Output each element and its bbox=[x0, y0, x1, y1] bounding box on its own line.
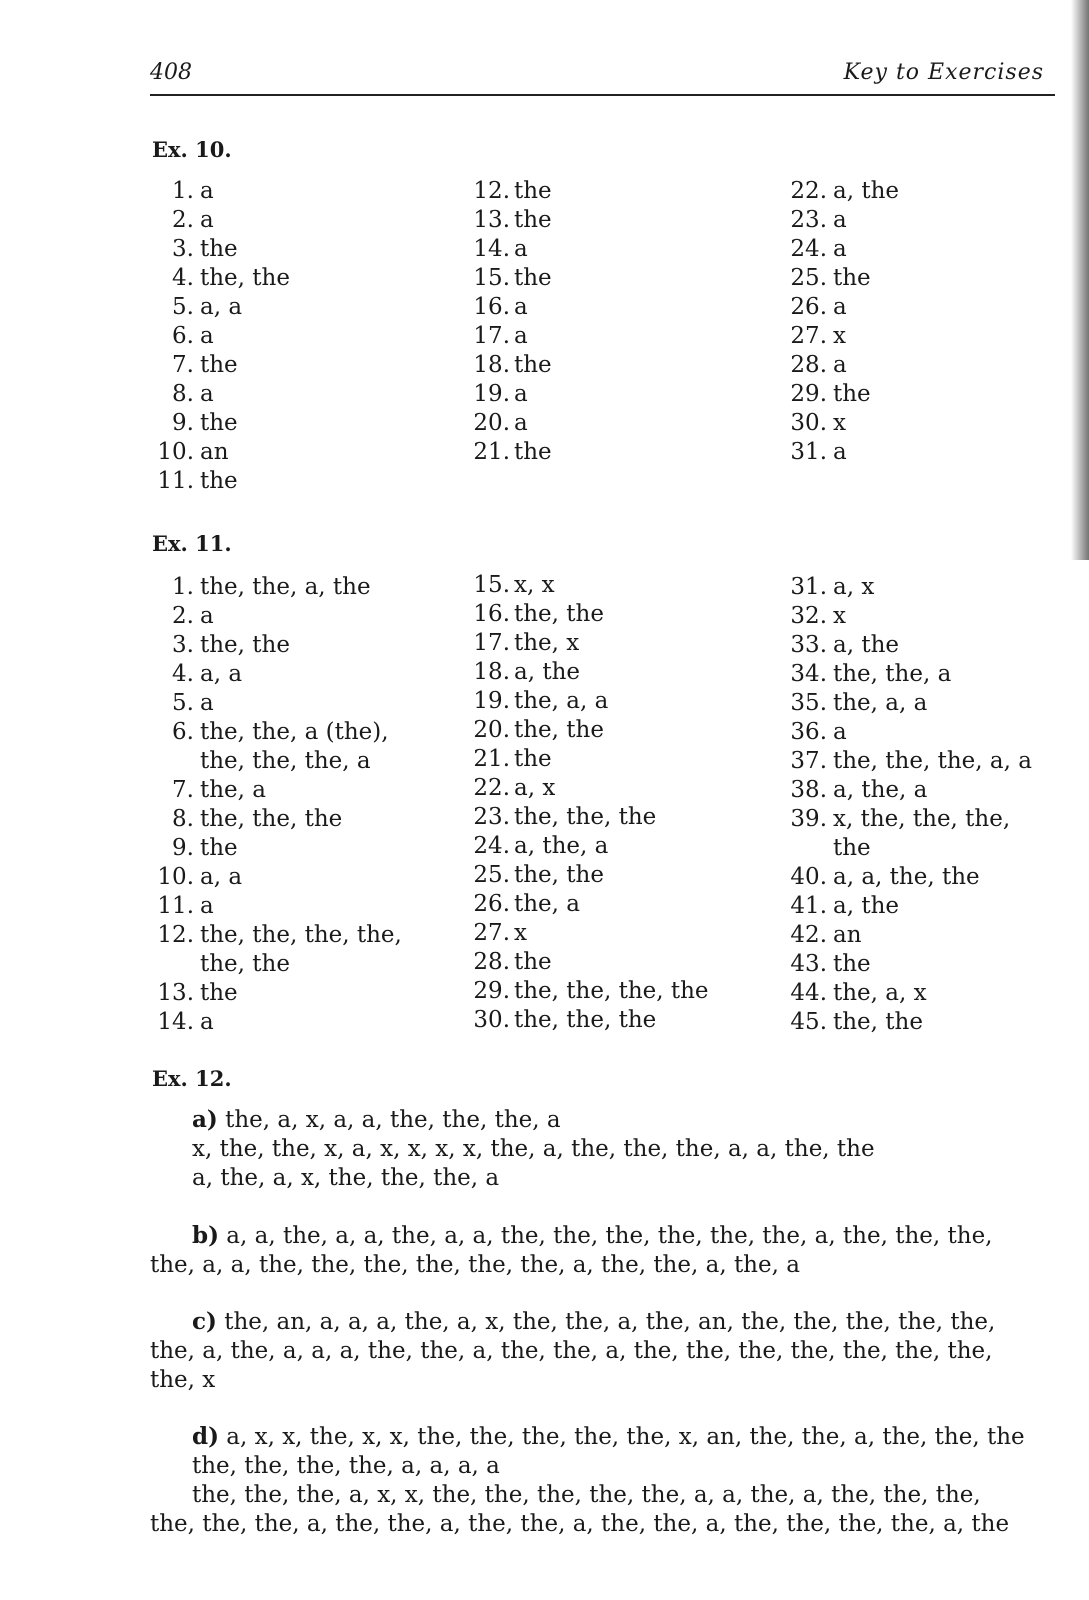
answer-number: 8. bbox=[172, 381, 194, 407]
answer-text: a bbox=[833, 236, 847, 262]
answer-text: a bbox=[514, 410, 528, 436]
answer-number: 31. bbox=[790, 439, 827, 465]
answer-text: a bbox=[514, 294, 528, 320]
answer-number: 9. bbox=[172, 410, 194, 436]
answer-text: a bbox=[833, 207, 847, 233]
answer-text: a bbox=[833, 294, 847, 320]
answer-number: 25. bbox=[473, 862, 510, 888]
answer-text: the, the, the, the, bbox=[200, 922, 402, 948]
answer-number: 21. bbox=[473, 746, 510, 772]
header-rule bbox=[150, 94, 1055, 96]
ex12-c-line-3: the, x bbox=[150, 1367, 216, 1393]
answer-text: the bbox=[200, 835, 238, 861]
answer-number: 43. bbox=[790, 951, 827, 977]
answer-number: 26. bbox=[473, 891, 510, 917]
ex12-d-line-3: the, the, the, a, x, x, the, the, the, the, the, a, a, the, a, the, the, the, bbox=[192, 1482, 981, 1508]
answer-text: the bbox=[200, 236, 238, 262]
ex12-c-line-2: the, a, the, a, a, a, the, the, a, the, the, a, the, the, the, the, the, the, the, bbox=[150, 1338, 993, 1364]
answer-number: 29. bbox=[473, 978, 510, 1004]
answer-number: 38. bbox=[790, 777, 827, 803]
answer-number: 2. bbox=[172, 207, 194, 233]
ex12-part-b bbox=[150, 1221, 993, 1280]
answer-number: 24. bbox=[473, 833, 510, 859]
answer-number: 37. bbox=[790, 748, 827, 774]
answer-text: a, a bbox=[200, 294, 243, 320]
answer-number: 3. bbox=[172, 236, 194, 262]
answer-text: a, a bbox=[200, 864, 243, 890]
ex12-a-line-2: x, the, the, x, a, x, x, x, x, the, a, the, the, the, a, a, the, the bbox=[192, 1136, 875, 1162]
answer-text: a bbox=[200, 207, 214, 233]
answer-number: 14. bbox=[157, 1009, 194, 1035]
answer-number: 22. bbox=[473, 775, 510, 801]
answer-text: x bbox=[833, 410, 846, 436]
answer-text: a, x bbox=[514, 775, 556, 801]
answer-text: the, the, the, the bbox=[514, 978, 709, 1004]
answer-number: 12. bbox=[473, 178, 510, 204]
answer-text: x bbox=[833, 323, 846, 349]
answer-number: 28. bbox=[473, 949, 510, 975]
answer-text: the, a, x bbox=[833, 980, 927, 1006]
answer-number: 10. bbox=[157, 439, 194, 465]
answer-text: a, a bbox=[200, 661, 243, 687]
answer-text: x, x bbox=[514, 572, 555, 598]
running-title: Key to Exercises bbox=[843, 60, 1044, 85]
answer-text: the, the bbox=[514, 717, 604, 743]
answer-number: 18. bbox=[473, 352, 510, 378]
answer-number: 27. bbox=[790, 323, 827, 349]
answer-number: 19. bbox=[473, 688, 510, 714]
answer-text: x, the, the, the, bbox=[833, 806, 1011, 832]
exercise-12-title: Ex. 12. bbox=[152, 1066, 232, 1091]
answer-text: the, the, the bbox=[514, 804, 657, 830]
answer-text: the bbox=[833, 835, 871, 861]
answer-text: the, a, a bbox=[514, 688, 609, 714]
answer-text: a, the bbox=[833, 893, 900, 919]
answer-number: 42. bbox=[790, 922, 827, 948]
answer-number: 8. bbox=[172, 806, 194, 832]
answer-text: the, the, the, a, a bbox=[833, 748, 1032, 774]
answer-text: the bbox=[833, 951, 871, 977]
answer-text: the, x bbox=[514, 630, 580, 656]
answer-number: 22. bbox=[790, 178, 827, 204]
answer-text: the, the, the bbox=[514, 1007, 657, 1033]
answer-text: a, the, a bbox=[514, 833, 609, 859]
page-number: 408 bbox=[150, 60, 192, 85]
answer-text: a, the bbox=[833, 632, 900, 658]
answer-text: the, the bbox=[200, 632, 290, 658]
answer-text: a, the bbox=[514, 659, 581, 685]
answer-text: a, the, a bbox=[833, 777, 928, 803]
answer-number: 13. bbox=[157, 980, 194, 1006]
answer-number: 25. bbox=[790, 265, 827, 291]
answer-number: 7. bbox=[172, 777, 194, 803]
page-spine-shadow bbox=[1071, 0, 1089, 560]
answer-text: the, a bbox=[514, 891, 581, 917]
answer-number: 12. bbox=[157, 922, 194, 948]
answer-number: 23. bbox=[790, 207, 827, 233]
ex12-b-line-2: the, a, a, the, the, the, the, the, the, a, the, the, a, the, a bbox=[150, 1252, 800, 1278]
answer-text: the bbox=[200, 410, 238, 436]
answer-text: the bbox=[833, 265, 871, 291]
answer-text: the, a, a bbox=[833, 690, 928, 716]
answer-number: 2. bbox=[172, 603, 194, 629]
ex12-b-line-1: a, a, the, a, a, the, a, a, the, the, the, the, the, the, a, the, the, the, bbox=[226, 1223, 993, 1249]
answer-number: 16. bbox=[473, 294, 510, 320]
answer-text: the bbox=[514, 352, 552, 378]
answer-number: 1. bbox=[172, 178, 194, 204]
ex12-part-a-label: a) bbox=[192, 1106, 218, 1133]
ex12-a-line-3: a, the, a, x, the, the, the, a bbox=[192, 1165, 500, 1191]
answer-text: an bbox=[833, 922, 862, 948]
answer-text: a bbox=[833, 719, 847, 745]
answer-number: 23. bbox=[473, 804, 510, 830]
ex12-a-line-1: the, a, x, a, a, the, the, the, a bbox=[225, 1107, 561, 1133]
answer-number: 9. bbox=[172, 835, 194, 861]
answer-text: the bbox=[200, 980, 238, 1006]
answer-number: 20. bbox=[473, 410, 510, 436]
answer-text: a bbox=[200, 381, 214, 407]
answer-number: 30. bbox=[473, 1007, 510, 1033]
answer-text: the, the, the bbox=[200, 806, 343, 832]
answer-text: a bbox=[514, 381, 528, 407]
ex12-part-c-label: c) bbox=[192, 1308, 217, 1335]
answer-text: an bbox=[200, 439, 229, 465]
answer-number: 3. bbox=[172, 632, 194, 658]
answer-text: a bbox=[833, 439, 847, 465]
answer-text: a, a, the, the bbox=[833, 864, 980, 890]
answer-number: 20. bbox=[473, 717, 510, 743]
ex12-d-line-2: the, the, the, the, a, a, a, a bbox=[192, 1453, 500, 1479]
answer-text: the, the bbox=[200, 265, 290, 291]
answer-text: a bbox=[514, 323, 528, 349]
answer-number: 32. bbox=[790, 603, 827, 629]
ex12-part-d-label: d) bbox=[192, 1423, 219, 1450]
answer-number: 40. bbox=[790, 864, 827, 890]
answer-text: the, the, a, the bbox=[200, 574, 371, 600]
answer-number: 17. bbox=[473, 323, 510, 349]
answer-text: a bbox=[833, 352, 847, 378]
answer-number: 29. bbox=[790, 381, 827, 407]
exercise-11-title: Ex. 11. bbox=[152, 531, 232, 556]
answer-number: 34. bbox=[790, 661, 827, 687]
ex12-c-line-1: the, an, a, a, a, the, a, x, the, the, a, the, an, the, the, the, the, the, bbox=[224, 1309, 996, 1335]
answer-number: 11. bbox=[157, 893, 194, 919]
answer-number: 6. bbox=[172, 719, 194, 745]
answer-text: the, the bbox=[514, 862, 604, 888]
answer-number: 35. bbox=[790, 690, 827, 716]
answer-text: the, the bbox=[514, 601, 604, 627]
answer-number: 31. bbox=[790, 574, 827, 600]
ex12-part-a bbox=[192, 1105, 875, 1193]
answer-number: 4. bbox=[172, 265, 194, 291]
answer-text: the bbox=[200, 352, 238, 378]
answer-number: 24. bbox=[790, 236, 827, 262]
answer-number: 16. bbox=[473, 601, 510, 627]
answer-text: the, the bbox=[833, 1009, 923, 1035]
answer-text: the bbox=[514, 265, 552, 291]
answer-number: 15. bbox=[473, 572, 510, 598]
answer-number: 7. bbox=[172, 352, 194, 378]
answer-number: 36. bbox=[790, 719, 827, 745]
answer-text: the bbox=[514, 949, 552, 975]
answer-number: 26. bbox=[790, 294, 827, 320]
answer-text: the, the, the, a bbox=[200, 748, 371, 774]
answer-text: the bbox=[514, 178, 552, 204]
answer-number: 27. bbox=[473, 920, 510, 946]
exercise-10-title: Ex. 10. bbox=[152, 137, 232, 162]
answer-number: 30. bbox=[790, 410, 827, 436]
answer-number: 4. bbox=[172, 661, 194, 687]
answer-number: 5. bbox=[172, 294, 194, 320]
answer-text: a bbox=[200, 690, 214, 716]
answer-text: the, the bbox=[200, 951, 290, 977]
answer-text: the bbox=[833, 381, 871, 407]
answer-text: a bbox=[200, 178, 214, 204]
answer-number: 10. bbox=[157, 864, 194, 890]
answer-text: the, the, a bbox=[833, 661, 952, 687]
answer-text: a bbox=[200, 603, 214, 629]
ex12-part-d bbox=[150, 1422, 1025, 1539]
answer-text: the, the, a (the), bbox=[200, 719, 389, 745]
answer-number: 1. bbox=[172, 574, 194, 600]
answer-text: a, the bbox=[833, 178, 900, 204]
answer-number: 19. bbox=[473, 381, 510, 407]
ex12-d-line-1: a, x, x, the, x, x, the, the, the, the, the, x, an, the, the, a, the, the, the bbox=[226, 1424, 1025, 1450]
answer-number: 21. bbox=[473, 439, 510, 465]
answer-text: a bbox=[200, 893, 214, 919]
answer-text: a bbox=[200, 1009, 214, 1035]
ex12-part-c bbox=[150, 1307, 995, 1395]
answer-number: 41. bbox=[790, 893, 827, 919]
ex12-d-line-4: the, the, the, a, the, the, a, the, the, a, the, the, a, the, the, the, the, a, the bbox=[150, 1511, 1010, 1537]
answer-number: 11. bbox=[157, 468, 194, 494]
answer-number: 18. bbox=[473, 659, 510, 685]
answer-number: 45. bbox=[790, 1009, 827, 1035]
answer-text: a bbox=[514, 236, 528, 262]
answer-number: 5. bbox=[172, 690, 194, 716]
answer-text: a, x bbox=[833, 574, 875, 600]
ex12-part-b-label: b) bbox=[192, 1222, 219, 1249]
answer-number: 44. bbox=[790, 980, 827, 1006]
answer-text: x bbox=[833, 603, 846, 629]
answer-text: a bbox=[200, 323, 214, 349]
answer-number: 15. bbox=[473, 265, 510, 291]
answer-number: 6. bbox=[172, 323, 194, 349]
answer-text: the bbox=[514, 207, 552, 233]
answer-number: 17. bbox=[473, 630, 510, 656]
answer-number: 39. bbox=[790, 806, 827, 832]
answer-number: 13. bbox=[473, 207, 510, 233]
answer-number: 28. bbox=[790, 352, 827, 378]
answer-number: 14. bbox=[473, 236, 510, 262]
answer-text: the, a bbox=[200, 777, 267, 803]
answer-text: the bbox=[514, 746, 552, 772]
answer-text: the bbox=[200, 468, 238, 494]
answer-text: the bbox=[514, 439, 552, 465]
answer-text: x bbox=[514, 920, 527, 946]
answer-number: 33. bbox=[790, 632, 827, 658]
